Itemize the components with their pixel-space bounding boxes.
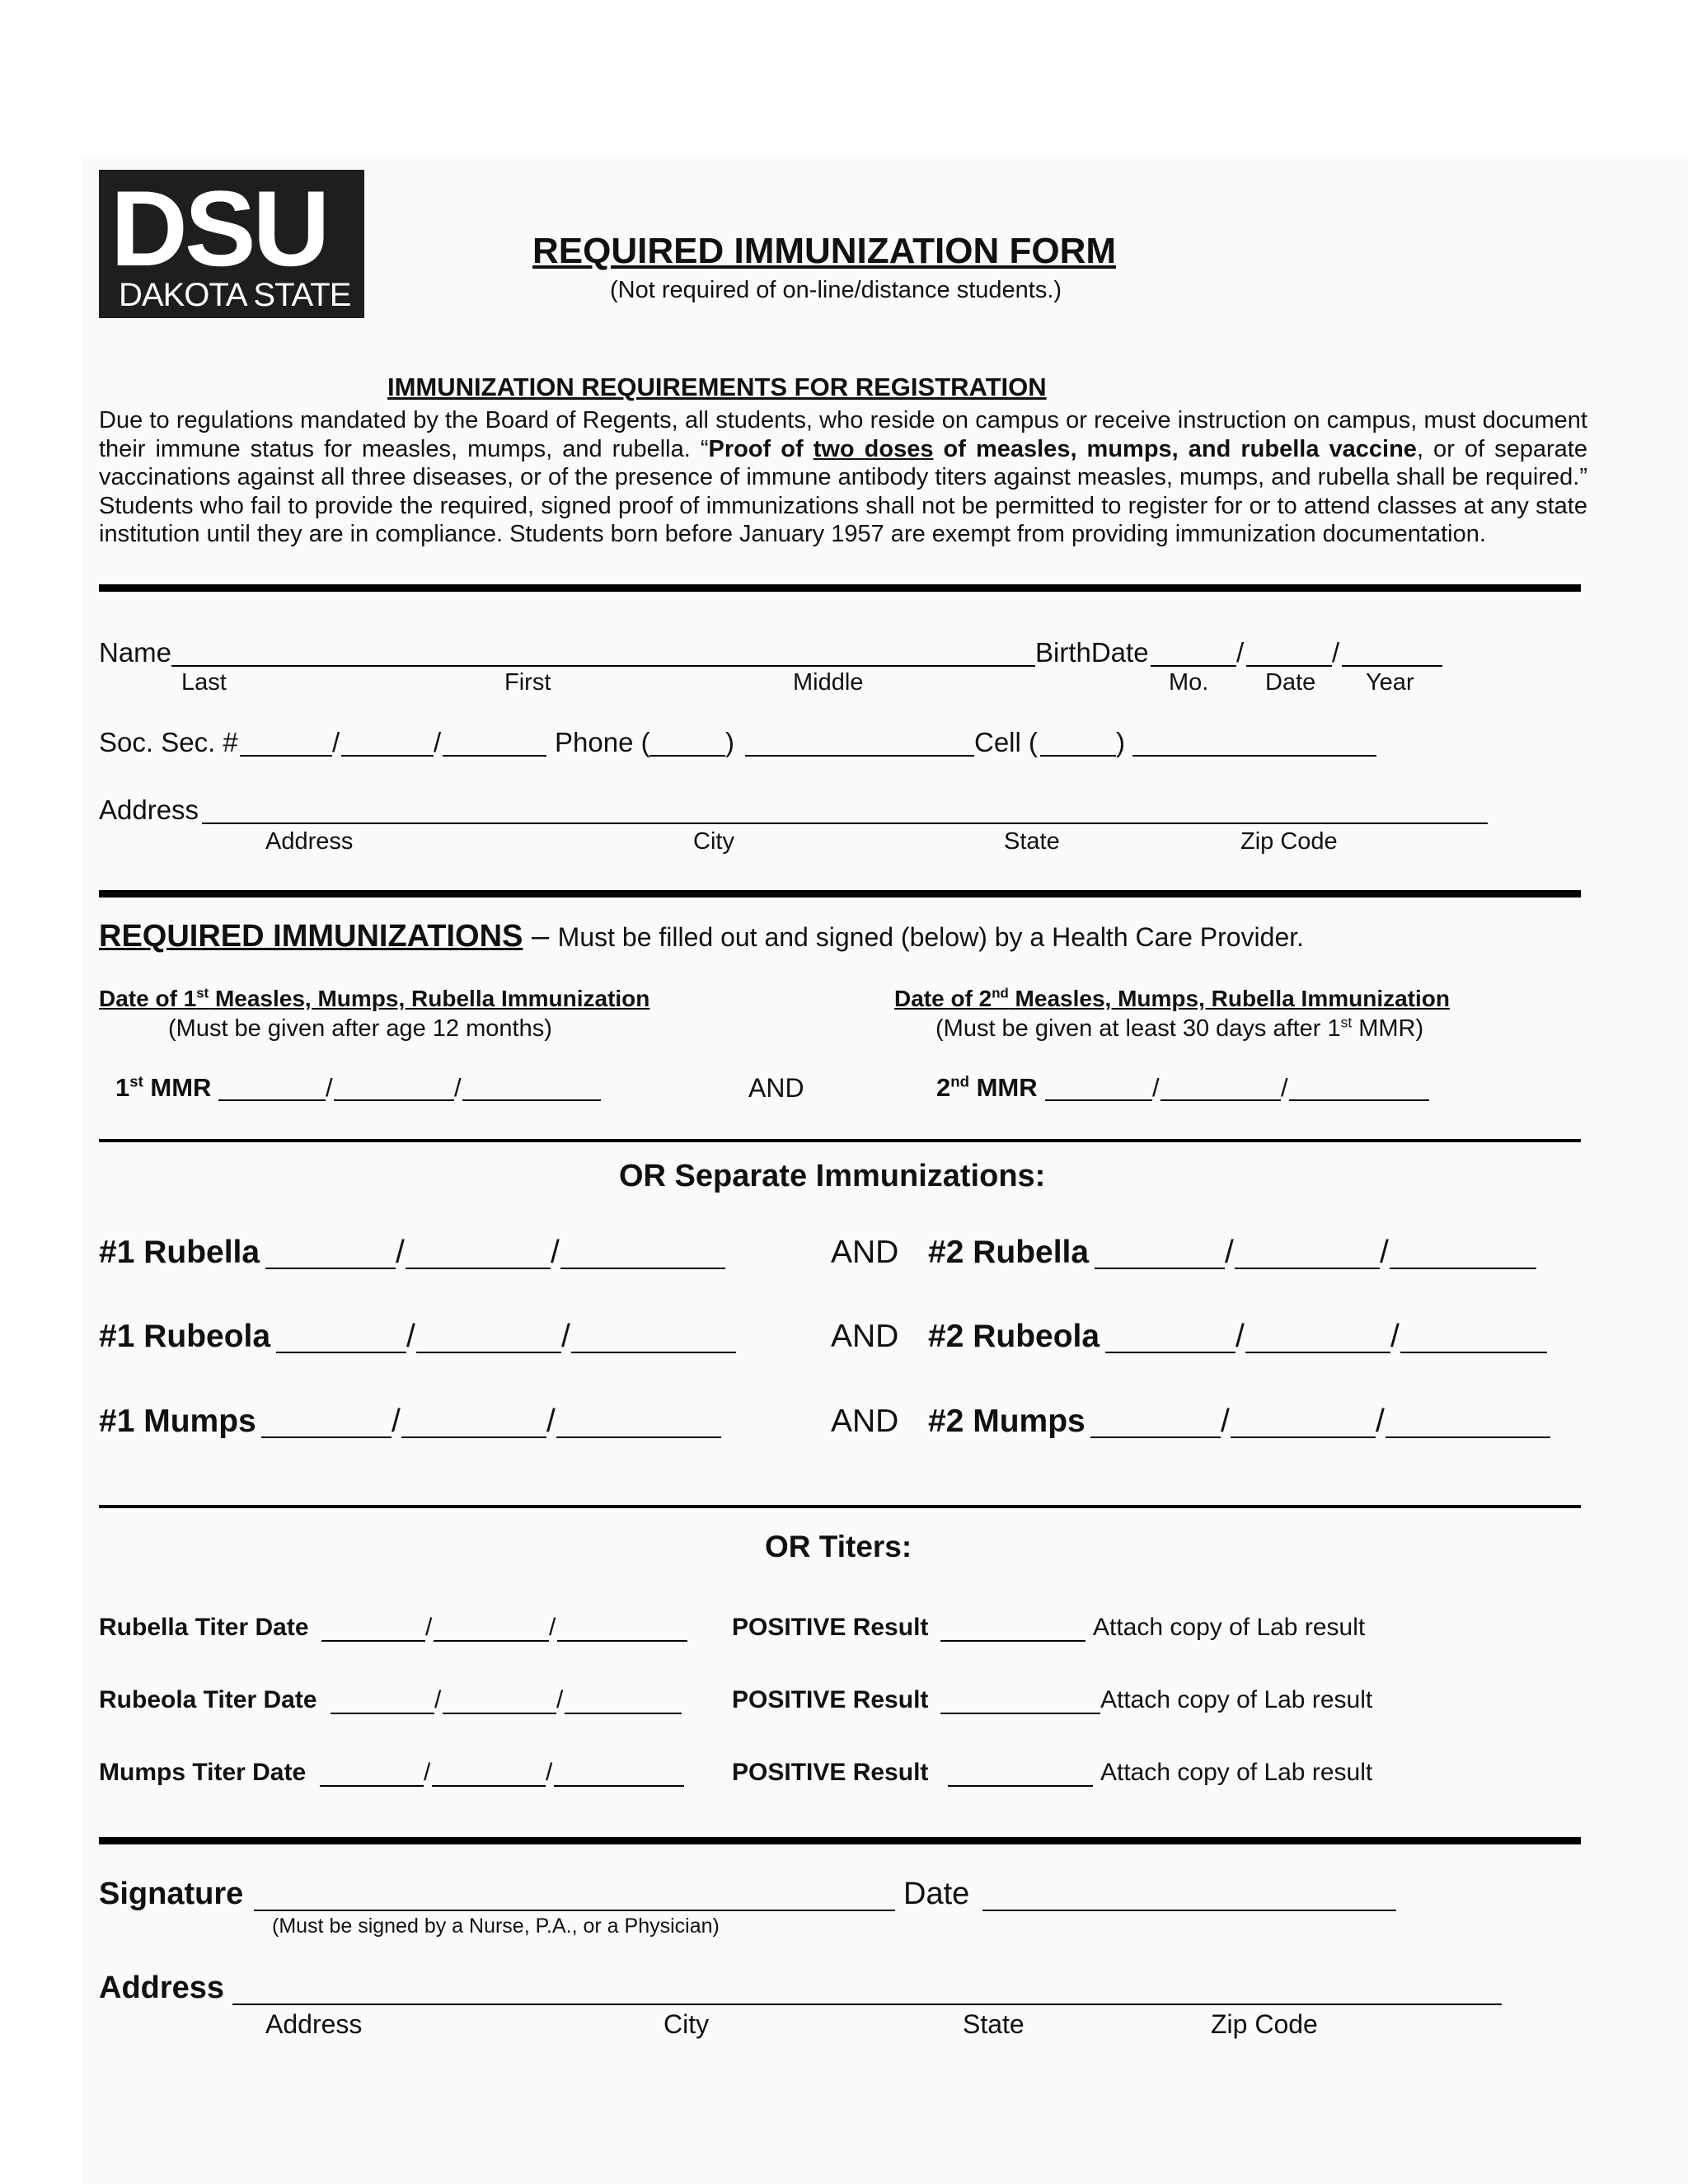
date-slash: / bbox=[1236, 1319, 1245, 1354]
date-slash: / bbox=[1376, 1404, 1385, 1439]
mumps-titer-label: Mumps Titer Date bbox=[99, 1759, 307, 1786]
and-label: AND bbox=[748, 1073, 804, 1103]
divider bbox=[99, 1837, 1581, 1844]
required-immunizations-heading: REQUIRED IMMUNIZATIONS bbox=[99, 919, 523, 954]
rubella-1-label: #1 Rubella bbox=[99, 1235, 260, 1270]
date-slash: / bbox=[1281, 1073, 1288, 1102]
cell-label: Cell ( bbox=[974, 727, 1039, 757]
rubeola-2-year-field[interactable] bbox=[1400, 1320, 1547, 1353]
rubeola-titer-label: Rubeola Titer Date bbox=[99, 1686, 317, 1713]
date-slash: / bbox=[551, 1235, 560, 1270]
rubella-positive-field[interactable] bbox=[940, 1615, 1085, 1642]
phone-area-field[interactable] bbox=[649, 729, 725, 757]
sublabel-month: Mo. bbox=[1169, 669, 1209, 696]
rubeola-1-year-field[interactable] bbox=[571, 1320, 736, 1353]
date-slash: / bbox=[406, 1319, 415, 1354]
mmr1-sup: st bbox=[129, 1072, 143, 1090]
rubeola-positive-label: POSITIVE Result bbox=[732, 1686, 929, 1713]
mumps-attach-note: Attach copy of Lab result bbox=[1100, 1759, 1373, 1786]
ssn-slash: / bbox=[434, 727, 442, 757]
signature-date-label: Date bbox=[903, 1877, 970, 1911]
and-label: AND bbox=[831, 1235, 899, 1270]
date-slash: / bbox=[1221, 1404, 1230, 1439]
signature-date-field[interactable] bbox=[982, 1878, 1396, 1911]
sublabel-middle: Middle bbox=[793, 669, 864, 696]
rubeola-titer-month-field[interactable] bbox=[331, 1688, 434, 1714]
requirements-vaccine-text: of measles, mumps, and rubella vaccine bbox=[933, 435, 1417, 462]
divider bbox=[99, 584, 1581, 592]
sublabel-year: Year bbox=[1366, 669, 1414, 696]
mumps-2-day-field[interactable] bbox=[1231, 1405, 1376, 1438]
first-heading-text: Date of 1 bbox=[99, 986, 197, 1011]
divider bbox=[99, 1505, 1581, 1508]
and-label: AND bbox=[831, 1319, 899, 1354]
ssn-label: Soc. Sec. # bbox=[99, 727, 238, 757]
mmr1-month-field[interactable] bbox=[218, 1075, 326, 1101]
mumps-2-month-field[interactable] bbox=[1090, 1405, 1221, 1438]
rubella-2-day-field[interactable] bbox=[1235, 1236, 1380, 1269]
provider-address-field[interactable] bbox=[232, 1972, 1502, 2005]
address-field[interactable] bbox=[202, 796, 1488, 824]
rubeola-positive-field[interactable] bbox=[940, 1688, 1100, 1714]
cell-area-field[interactable] bbox=[1040, 729, 1116, 757]
signature-field[interactable] bbox=[254, 1878, 895, 1911]
dsu-logo bbox=[99, 170, 364, 318]
mmr2-sup: nd bbox=[950, 1072, 969, 1090]
mumps-1-day-field[interactable] bbox=[401, 1405, 546, 1438]
rubella-titer-label: Rubella Titer Date bbox=[99, 1614, 309, 1641]
sublabel-zip: Zip Code bbox=[1240, 828, 1338, 855]
mmr1-text-b: MMR bbox=[143, 1073, 212, 1102]
ssn-part3-field[interactable] bbox=[443, 729, 546, 757]
name-label: Name bbox=[99, 637, 172, 668]
rubeola-titer-day-field[interactable] bbox=[443, 1688, 556, 1714]
mmr1-text: 1 bbox=[115, 1073, 130, 1102]
date-slash: / bbox=[1152, 1073, 1160, 1102]
heading-dash: – bbox=[523, 919, 558, 954]
address-label: Address bbox=[99, 794, 199, 825]
rubeola-1-label: #1 Rubeola bbox=[99, 1319, 271, 1354]
cell-number-field[interactable] bbox=[1132, 729, 1376, 757]
date-slash: / bbox=[549, 1614, 556, 1641]
cell-paren: ) bbox=[1116, 727, 1125, 757]
phone-label: Phone ( bbox=[555, 727, 650, 757]
rubella-attach-note: Attach copy of Lab result bbox=[1093, 1614, 1366, 1641]
date-slash: / bbox=[396, 1235, 405, 1270]
second-heading-text: Date of 2 bbox=[894, 986, 992, 1011]
mumps-1-year-field[interactable] bbox=[556, 1405, 721, 1438]
provider-sublabel-city: City bbox=[663, 2009, 710, 2039]
mumps-2-label: #2 Mumps bbox=[928, 1404, 1085, 1439]
mumps-titer-day-field[interactable] bbox=[432, 1760, 546, 1787]
mmr2-text: 2 bbox=[936, 1073, 951, 1102]
mumps-1-label: #1 Mumps bbox=[99, 1404, 256, 1439]
requirements-heading: IMMUNIZATION REQUIREMENTS FOR REGISTRATION bbox=[387, 373, 1047, 401]
mmr1-year-field[interactable] bbox=[462, 1075, 601, 1101]
mmr2-month-field[interactable] bbox=[1045, 1075, 1152, 1101]
requirements-paragraph bbox=[99, 406, 1587, 549]
first-mmr-note: (Must be given after age 12 months) bbox=[168, 1015, 552, 1042]
birth-day-field[interactable] bbox=[1246, 639, 1332, 667]
name-field[interactable] bbox=[171, 639, 1035, 667]
rubeola-2-month-field[interactable] bbox=[1105, 1320, 1236, 1353]
sublabel-date: Date bbox=[1265, 669, 1316, 696]
first-heading-sup: st bbox=[196, 985, 209, 1001]
rubella-2-year-field[interactable] bbox=[1390, 1236, 1536, 1269]
separate-heading: OR Separate Immunizations: bbox=[619, 1159, 1046, 1193]
date-slash: / bbox=[326, 1073, 333, 1102]
provider-sublabel-state: State bbox=[963, 2009, 1025, 2039]
date-slash: / bbox=[1380, 1235, 1389, 1270]
mmr1-label bbox=[115, 1073, 211, 1103]
sublabel-city: City bbox=[693, 828, 734, 855]
date-slash: / bbox=[546, 1759, 553, 1786]
rubella-1-month-field[interactable] bbox=[265, 1236, 396, 1269]
second-note-sup: st bbox=[1340, 1014, 1353, 1031]
second-heading-text-b: Measles, Mumps, Rubella Immunization bbox=[1008, 986, 1450, 1011]
signature-note: (Must be signed by a Nurse, P.A., or a Physician) bbox=[272, 1915, 720, 1938]
date-slash: / bbox=[556, 1686, 564, 1713]
provider-address-label: Address bbox=[99, 1971, 225, 2005]
birth-year-field[interactable] bbox=[1342, 639, 1442, 667]
date-slash: / bbox=[546, 1404, 556, 1439]
sublabel-address: Address bbox=[265, 828, 354, 855]
birthdate-label: BirthDate bbox=[1035, 637, 1149, 668]
ssn-part2-field[interactable] bbox=[341, 729, 434, 757]
requirements-text: Due to regulations mandated by the Board of Regents, all students, who reside on campus or receive instruction on campus, must document their immune status for measles, mumps, and rubella. “ bbox=[99, 407, 1587, 462]
date-slash: / bbox=[1390, 1319, 1400, 1354]
ssn-slash: / bbox=[332, 727, 340, 757]
phone-number-field[interactable] bbox=[745, 729, 974, 757]
date-slash: / bbox=[434, 1686, 442, 1713]
requirements-two-doses: two doses bbox=[813, 435, 934, 462]
required-immunizations-header bbox=[99, 919, 1304, 954]
mumps-positive-field[interactable] bbox=[948, 1760, 1093, 1787]
phone-paren: ) bbox=[725, 727, 734, 757]
rubeola-attach-note: Attach copy of Lab result bbox=[1100, 1686, 1373, 1713]
sublabel-last: Last bbox=[181, 669, 227, 696]
form-title: REQUIRED IMMUNIZATION FORM bbox=[532, 231, 1117, 271]
second-mmr-note bbox=[935, 1015, 1423, 1043]
rubeola-2-day-field[interactable] bbox=[1245, 1320, 1390, 1353]
provider-sublabel-address: Address bbox=[265, 2009, 363, 2039]
rubeola-2-label: #2 Rubeola bbox=[928, 1319, 1100, 1354]
signature-label: Signature bbox=[99, 1877, 244, 1911]
date-slash: / bbox=[454, 1073, 462, 1102]
requirements-bold-text: Proof of bbox=[708, 435, 814, 462]
mumps-titer-year-field[interactable] bbox=[554, 1760, 684, 1787]
logo-wordmark: DAKOTA STATE bbox=[119, 277, 351, 313]
titers-heading: OR Titers: bbox=[765, 1530, 912, 1563]
rubeola-1-day-field[interactable] bbox=[416, 1320, 561, 1353]
birth-month-field[interactable] bbox=[1151, 639, 1236, 667]
mmr1-day-field[interactable] bbox=[334, 1075, 454, 1101]
date-slash: / bbox=[1236, 637, 1245, 668]
second-note-text: (Must be given at least 30 days after 1 bbox=[935, 1015, 1341, 1042]
rubeola-titer-year-field[interactable] bbox=[565, 1688, 682, 1714]
required-immunizations-note: Must be filled out and signed (below) by a Health Care Provider. bbox=[557, 922, 1305, 952]
rubella-2-month-field[interactable] bbox=[1095, 1236, 1225, 1269]
rubella-1-year-field[interactable] bbox=[560, 1236, 725, 1269]
date-slash: / bbox=[1225, 1235, 1234, 1270]
logo-mark: DSU bbox=[110, 168, 327, 288]
and-label: AND bbox=[831, 1404, 899, 1439]
mmr2-day-field[interactable] bbox=[1160, 1075, 1281, 1101]
ssn-part1-field[interactable] bbox=[240, 729, 332, 757]
divider bbox=[99, 890, 1581, 898]
requirements-text-rest: , or of separate vaccinations against all three diseases, or of the presence of immune antibody titers against measles, mumps, and rubella shall be required.” Students who fail to provide the required, signed proof of immunizations shall not be permitted to register for or to attend classes at any state institution until they are in compliance. Students born before January 1957 are exempt from providing immunization documentation. bbox=[99, 435, 1587, 547]
rubeola-1-month-field[interactable] bbox=[276, 1320, 406, 1353]
second-note-text-b: MMR) bbox=[1352, 1015, 1424, 1042]
mmr2-year-field[interactable] bbox=[1289, 1075, 1429, 1101]
sublabel-state: State bbox=[1004, 828, 1060, 855]
rubella-2-label: #2 Rubella bbox=[928, 1235, 1090, 1270]
mumps-2-year-field[interactable] bbox=[1386, 1405, 1550, 1438]
form-subtitle: (Not required of on-line/distance students.) bbox=[610, 277, 1062, 303]
first-mmr-heading bbox=[99, 986, 649, 1012]
provider-sublabel-zip: Zip Code bbox=[1211, 2009, 1318, 2039]
rubella-titer-month-field[interactable] bbox=[321, 1615, 425, 1642]
date-slash: / bbox=[1332, 637, 1340, 668]
rubella-titer-day-field[interactable] bbox=[434, 1615, 549, 1642]
date-slash: / bbox=[392, 1404, 401, 1439]
rubella-1-day-field[interactable] bbox=[406, 1236, 551, 1269]
sublabel-first: First bbox=[504, 669, 551, 696]
date-slash: / bbox=[424, 1759, 431, 1786]
mmr2-text-b: MMR bbox=[968, 1073, 1038, 1102]
mumps-titer-month-field[interactable] bbox=[320, 1760, 424, 1787]
rubella-positive-label: POSITIVE Result bbox=[732, 1614, 929, 1641]
date-slash: / bbox=[561, 1319, 570, 1354]
second-mmr-heading bbox=[894, 986, 1450, 1012]
mumps-1-month-field[interactable] bbox=[261, 1405, 392, 1438]
first-heading-text-b: Measles, Mumps, Rubella Immunization bbox=[209, 986, 650, 1011]
mmr2-label bbox=[936, 1073, 1038, 1103]
second-heading-sup: nd bbox=[992, 985, 1009, 1001]
divider bbox=[99, 1139, 1581, 1142]
date-slash: / bbox=[425, 1614, 433, 1641]
mumps-positive-label: POSITIVE Result bbox=[732, 1759, 929, 1786]
rubella-titer-year-field[interactable] bbox=[557, 1615, 687, 1642]
